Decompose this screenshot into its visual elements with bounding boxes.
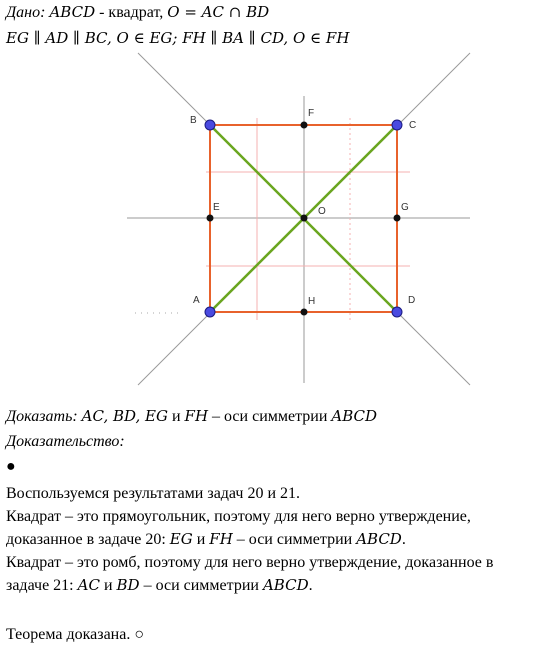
paragraph-1: Воспользуемся результатами задач 20 и 21.	[6, 485, 300, 502]
point-f	[301, 122, 308, 129]
p2-text: доказанное в задаче 20:	[6, 531, 170, 548]
p3-abcd: ABCD	[262, 576, 309, 594]
p3-ac: AC	[77, 576, 100, 594]
label-a: A	[193, 295, 200, 306]
prove-text: – оси симметрии	[208, 408, 332, 425]
label-g: G	[401, 202, 409, 213]
prove-line	[6, 406, 377, 427]
given-prefix: Дано:	[6, 4, 46, 21]
point-h	[301, 309, 308, 316]
label-o: O	[318, 206, 326, 217]
p2-and: и	[192, 531, 210, 548]
p3-text: задаче 21:	[6, 577, 78, 594]
point-d	[392, 307, 402, 317]
p2-eg: EG	[169, 530, 193, 548]
point-a	[205, 307, 215, 317]
given-text: - квадрат,	[95, 4, 168, 21]
paragraph-2-line-2	[6, 528, 541, 551]
paragraph-3-line-2	[6, 574, 541, 597]
prove-axes-1: AC, BD, EG	[81, 407, 168, 425]
paragraph-2-line-1: Квадрат – это прямоугольник, поэтому для него верно утверждение,	[6, 508, 471, 525]
p3-bd: BD	[116, 576, 140, 594]
given-line-2: EG ∥ AD ∥ BC, O ∈ EG; FH ∥ BA ∥ CD, O ∈ FH	[6, 29, 350, 47]
p3-text2: – оси симметрии	[139, 577, 263, 594]
label-h: H	[308, 296, 316, 307]
given-intersection: O = AC ∩ BD	[167, 3, 270, 21]
proof-title: Доказательство:	[6, 433, 125, 450]
prove-square: ABCD	[331, 407, 378, 425]
bullet: ●	[6, 458, 16, 475]
point-b	[205, 120, 215, 130]
paragraph-3-line-1: Квадрат – это ромб, поэтому для него верно утверждение, доказанное в	[6, 554, 494, 571]
prove-and: и	[167, 408, 185, 425]
p3-end: .	[308, 577, 313, 594]
point-e	[207, 215, 214, 222]
prove-prefix: Доказать:	[6, 408, 78, 425]
p2-end: .	[401, 531, 406, 548]
label-f: F	[308, 108, 315, 119]
given-square-name: ABCD	[49, 3, 96, 21]
p2-text2: – оси симметрии	[232, 531, 357, 548]
p2-abcd: ABCD	[356, 530, 402, 548]
label-b: B	[190, 115, 197, 126]
conclusion: Теорема доказана. ○	[6, 626, 145, 643]
point-g	[394, 215, 401, 222]
prove-axes-2: FH	[184, 407, 209, 425]
label-e: E	[213, 202, 220, 213]
p2-fh: FH	[209, 530, 233, 548]
label-d: D	[408, 295, 416, 306]
proof-body	[6, 482, 541, 597]
point-c	[392, 120, 402, 130]
label-c: C	[409, 120, 417, 131]
point-o	[301, 215, 308, 222]
p3-and: и	[99, 577, 117, 594]
